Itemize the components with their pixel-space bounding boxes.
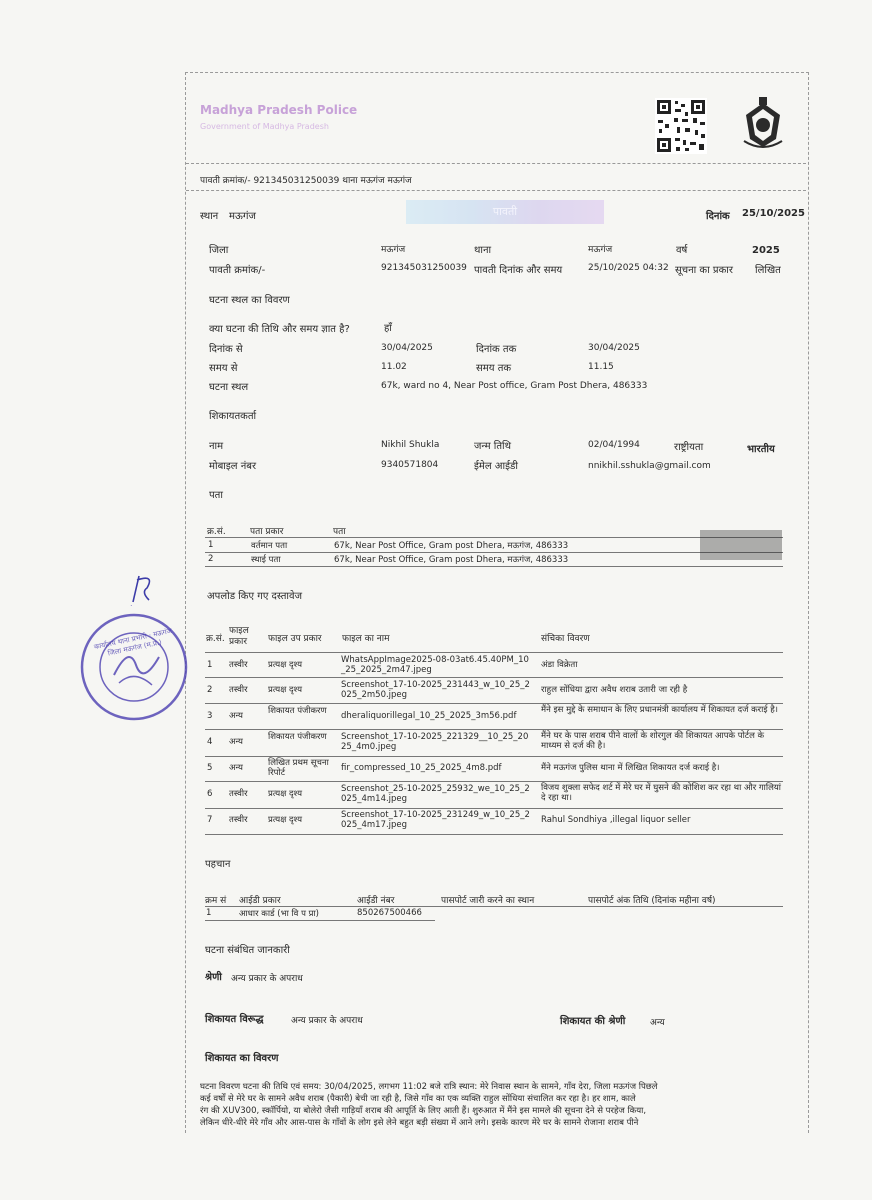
doc-subtype: शिकायत पंजीकरण <box>268 732 327 742</box>
from-time-value: 11.02 <box>381 362 407 372</box>
doc-type: अन्य <box>229 763 243 773</box>
from-date-value: 30/04/2025 <box>381 343 433 353</box>
doc-type: तस्वीर <box>229 685 248 695</box>
related-section-title: घटना संबंधित जानकारी <box>205 945 290 956</box>
name-value: Nikhil Shukla <box>381 440 440 450</box>
doc-description: विजय शुक्ला सफेद शर्ट में मेरे घर में घुसने की कोशिश कर रहा था और गालियां दे रहा था। <box>541 783 781 803</box>
receipt-no-label: पावती क्रमांक/- <box>209 265 266 276</box>
place-value: मऊगंज <box>229 211 256 222</box>
identity-header-type: आईडी प्रकार <box>239 896 281 906</box>
name-label: नाम <box>209 441 224 452</box>
receipt-dt-label: पावती दिनांक और समय <box>474 265 563 276</box>
to-date-label: दिनांक तक <box>476 344 517 355</box>
email-label: ईमेल आईडी <box>474 461 518 472</box>
doc-header-sno: क्र.सं. <box>206 634 225 644</box>
table-row: 7 <box>207 815 213 825</box>
doc-description: राहुल सोंधिया द्वारा अवैध शराब उतारी जा रही है <box>541 685 688 695</box>
station-value: मऊगंज <box>588 245 613 255</box>
doc-type: अन्य <box>229 711 243 721</box>
against-label: शिकायत विरूद्ध <box>205 1014 264 1025</box>
address-type: वर्तमान पता <box>251 541 288 551</box>
doc-header-filename: फाइल का नाम <box>342 634 390 644</box>
dob-label: जन्म तिथि <box>474 441 512 452</box>
doc-description: अंडा विक्रेता <box>541 660 578 670</box>
org-title: Madhya Pradesh Police <box>200 103 358 117</box>
address-value: 67k, Near Post Office, Gram post Dhera, मऊगंज, 486333 <box>334 555 569 565</box>
complaint-category-value: अन्य <box>650 1018 665 1028</box>
mobile-value: 9340571804 <box>381 460 439 470</box>
table-row: 1 <box>208 540 214 550</box>
year-value: 2025 <box>752 245 780 256</box>
banner-label: पावती <box>492 205 518 218</box>
address-type: स्थाई पता <box>251 555 281 565</box>
doc-type: तस्वीर <box>229 660 248 670</box>
identity-number: 850267500466 <box>357 908 422 918</box>
identity-section-title: पहचान <box>205 859 231 870</box>
doc-header-subtype: फाइल उप प्रकार <box>268 634 322 644</box>
from-time-label: समय से <box>209 363 238 374</box>
police-emblem-icon <box>738 95 788 151</box>
doc-filename: dheraliquorillegal_10_25_2025_3m56.pdf <box>341 711 517 721</box>
receipt-banner <box>406 200 604 224</box>
doc-description: Rahul Sondhiya ,illegal liquor seller <box>541 815 691 825</box>
doc-header-desc: संचिका विवरण <box>541 634 590 644</box>
dob-value: 02/04/1994 <box>588 440 640 450</box>
description-line-3: रंग की XUV300, स्कॉर्पियो, या बोलेरो जैसी गाड़ियाँ शराब की आपूर्ति के लिए आती हैं। शुरुआत में मैंने इस मामले की सूचना देने से परहेज किया, <box>200 1106 647 1116</box>
doc-description: मैंने घर के पास शराब पीने वालों के शोरगुल की शिकायत आपके पोर्टल के माध्यम से दर्ज की है। <box>541 731 765 751</box>
receipt-dt-value: 25/10/2025 04:32 <box>588 263 669 273</box>
doc-filename: Screenshot_17-10-2025_231249_w_10_25_2025_4m17.jpeg <box>341 810 530 830</box>
receipt-line: पावती क्रमांक/- 921345031250039 थाना मऊगंज मऊगंज <box>200 176 412 186</box>
stamp-text: कार्यालय थाना प्रभारी · मऊगंज जिला मऊगंज (म.प्र.) <box>93 626 173 658</box>
address-title: पता <box>209 490 223 501</box>
documents-section-title: अपलोड किए गए दस्तावेज <box>207 591 303 602</box>
against-value: अन्य प्रकार के अपराध <box>291 1016 363 1026</box>
qr-code-icon <box>655 98 707 154</box>
incident-known-answer: हाँ <box>384 323 392 334</box>
table-row: 1 <box>206 908 212 918</box>
doc-subtype: प्रत्यक्ष दृश्य <box>268 660 303 670</box>
address-header-sno: क्र.सं. <box>207 527 226 537</box>
mobile-label: मोबाइल नंबर <box>209 461 257 472</box>
complainant-section-title: शिकायतकर्ता <box>209 411 257 422</box>
year-label: वर्ष <box>676 245 688 256</box>
address-header-address: पता <box>333 527 346 537</box>
table-row: 6 <box>207 789 213 799</box>
table-row: 3 <box>207 711 213 721</box>
identity-header-passport-place: पासपोर्ट जारी करने का स्थान <box>441 896 535 906</box>
email-value: nnikhil.sshukla@gmail.com <box>588 461 711 471</box>
doc-type: तस्वीर <box>229 789 248 799</box>
identity-header-passport-date: पासपोर्ट अंक तिथि (दिनांक महीना वर्ष) <box>588 896 716 906</box>
identity-type: आधार कार्ड (भा वि प प्रा) <box>239 909 319 919</box>
date-label: दिनांक <box>706 211 730 222</box>
category-value: अन्य प्रकार के अपराध <box>231 974 303 984</box>
signature-mark <box>125 570 165 610</box>
to-time-value: 11.15 <box>588 362 614 372</box>
doc-description: मैंने मऊगंज पुलिस थाना में लिखित शिकायत दर्ज कराई है। <box>541 763 720 773</box>
police-station-stamp <box>74 605 194 725</box>
doc-filename: Screenshot_25-10-2025_25932_we_10_25_2025_4m14.jpeg <box>341 784 530 804</box>
doc-description: मैंने इस मुद्दे के समाधान के लिए प्रधानमंत्री कार्यालय में शिकायत दर्ज कराई है। <box>541 705 778 715</box>
table-row: 5 <box>207 763 213 773</box>
redaction-mark <box>700 530 782 560</box>
doc-filename: WhatsAppImage2025-08-03at6.45.40PM_10_25_2025_2m47.jpeg <box>341 655 529 675</box>
identity-header-number: आईडी नंबर <box>357 896 395 906</box>
from-date-label: दिनांक से <box>209 344 243 355</box>
date-value: 25/10/2025 <box>742 208 805 219</box>
doc-type: तस्वीर <box>229 815 248 825</box>
description-line-1: घटना विवरण घटना की तिथि एवं समय: 30/04/2025, लगभग 11:02 बजे रात्रि स्थान: मेरे निवास स्थान के सामने, गाँव देरा, जिला मऊगंज पिछले <box>200 1082 658 1092</box>
district-label: जिला <box>209 245 229 256</box>
district-value: मऊगंज <box>381 245 406 255</box>
doc-header-type: फाइल प्रकार <box>229 626 249 647</box>
table-row: 1 <box>207 660 213 670</box>
table-row: 2 <box>208 554 214 564</box>
to-time-label: समय तक <box>476 363 512 374</box>
doc-filename: Screenshot_17-10-2025_231443_w_10_25_2025_2m50.jpeg <box>341 680 530 700</box>
doc-subtype: प्रत्यक्ष दृश्य <box>268 815 303 825</box>
complaint-category-label: शिकायत की श्रेणी <box>560 1016 626 1027</box>
table-row: 2 <box>207 685 213 695</box>
description-line-2: कई वर्षों से मेरे घर के सामने अवैध शराब (पैकारी) बेची जा रही है, जिसे गाँव का एक व्यक्ति राहुल सोंधिया संचालित कर रहा है। हर शाम, काले <box>200 1094 636 1104</box>
receipt-no-value: 921345031250039 <box>381 263 467 273</box>
doc-filename: fir_compressed_10_25_2025_4m8.pdf <box>341 763 502 773</box>
doc-type: अन्य <box>229 737 243 747</box>
org-subtitle: Government of Madhya Pradesh <box>200 122 329 131</box>
to-date-value: 30/04/2025 <box>588 343 640 353</box>
doc-subtype: शिकायत पंजीकरण <box>268 706 327 716</box>
station-label: थाना <box>474 245 492 256</box>
info-type-label: सूचना का प्रकार <box>675 265 733 276</box>
identity-header-sno: क्रम सं <box>205 896 227 906</box>
nationality-label: राष्ट्रीयता <box>674 442 704 453</box>
doc-subtype: लिखित प्रथम सूचना रिपोर्ट <box>268 758 329 778</box>
incident-place-label: घटना स्थल <box>209 382 249 393</box>
category-label: श्रेणी <box>205 972 222 983</box>
doc-subtype: प्रत्यक्ष दृश्य <box>268 789 303 799</box>
incident-known-question: क्या घटना की तिथि और समय ज्ञात है? <box>209 324 350 335</box>
table-row: 4 <box>207 737 213 747</box>
info-type-value: लिखित <box>755 265 781 276</box>
address-value: 67k, Near Post Office, Gram post Dhera, मऊगंज, 486333 <box>334 541 569 551</box>
description-section-title: शिकायत का विवरण <box>205 1053 279 1064</box>
incident-place-value: 67k, ward no 4, Near Post office, Gram Post Dhera, 486333 <box>381 381 648 391</box>
doc-subtype: प्रत्यक्ष दृश्य <box>268 685 303 695</box>
doc-filename: Screenshot_17-10-2025_221329__10_25_2025_4m0.jpeg <box>341 732 529 752</box>
incident-section-title: घटना स्थल का विवरण <box>209 295 290 306</box>
nationality-value: भारतीय <box>747 444 775 455</box>
address-header-type: पता प्रकार <box>250 527 284 537</box>
description-line-4: लेकिन धीरे-धीरे मेरे गाँव और आस-पास के गाँवों के लोग इसे लेने बहुत बड़ी संख्या में आने लगे। इसके कारण मेरे घर के सामने रोजाना शराब पीने <box>200 1118 639 1128</box>
place-label: स्थान <box>200 211 219 222</box>
